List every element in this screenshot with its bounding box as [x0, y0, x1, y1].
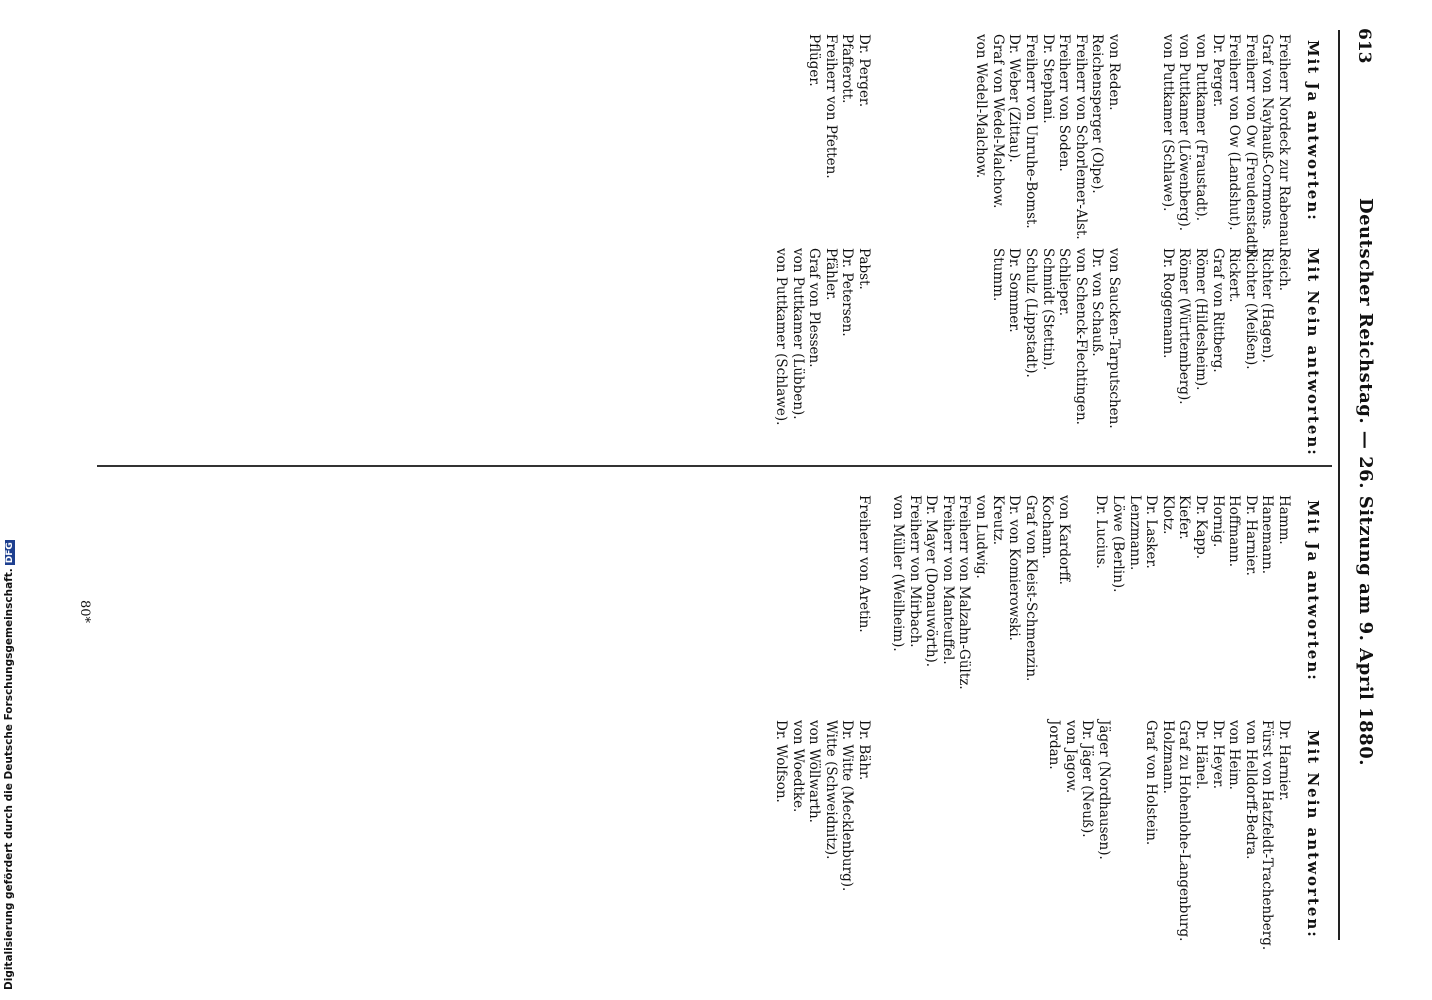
member-name: Richter (Hagen).: [1259, 248, 1276, 363]
member-name: Freiherr von Manteuffel.: [939, 495, 956, 665]
member-name: von Wöllwarth.: [806, 720, 823, 823]
member-name: Dr. Witte (Mecklenburg).: [839, 720, 856, 892]
member-name: Löwe (Berlin).: [1110, 495, 1127, 593]
member-name: Hornig.: [1209, 495, 1226, 548]
member-name: von Wedell-Malchow.: [973, 34, 990, 179]
member-name: Dr. Petersen.: [839, 248, 856, 337]
member-name: von Heim.: [1226, 720, 1243, 790]
page-number: 613: [1354, 28, 1374, 64]
member-name: Schulz (Lippstadt).: [1023, 248, 1040, 378]
member-name: Richter (Meißen).: [1242, 248, 1259, 370]
member-name: Dr. Harnier.: [1276, 720, 1292, 801]
member-name: Graf von Nayhauß-Cormons.: [1259, 34, 1276, 230]
member-name: von Puttkamer (Lübben).: [789, 248, 806, 420]
dfg-logo-icon: DFG: [5, 542, 15, 564]
member-name: von Reden.: [1106, 34, 1122, 111]
member-name: Dr. von Schauß.: [1089, 248, 1106, 357]
member-name: von Puttkamer (Schlawe).: [1159, 34, 1176, 212]
member-name: Dr. von Komierowski.: [1006, 495, 1023, 641]
member-name: Hoffmann.: [1226, 495, 1243, 568]
header-rule: [1338, 30, 1340, 940]
page-title: Deutscher Reichstag. — 26. Sitzung am 9. April 1880.: [1355, 198, 1376, 766]
member-name: Pabst.: [856, 248, 872, 290]
member-name: Freiherr von Mirbach.: [906, 495, 923, 648]
member-name: Freiherr von Aretin.: [856, 495, 872, 633]
member-name: Pfafferott.: [839, 34, 856, 104]
signature-mark: 80*: [77, 600, 92, 624]
member-name: Dr. Stephani.: [1039, 34, 1056, 124]
member-name: Kiefer.: [1176, 495, 1193, 540]
member-name: Dr. Lasker.: [1143, 495, 1160, 569]
column-divider: [97, 465, 1332, 467]
credit-text: Digitalisierung gefördert durch die Deutsche Forschungsgemeinschaft.: [3, 568, 15, 990]
member-name: Dr. Bähr.: [856, 720, 872, 781]
member-name: Stumm.: [989, 248, 1006, 302]
member-name: von Schenck-Flechtingen.: [1072, 248, 1089, 425]
member-name: Jäger (Nordhausen).: [1096, 720, 1112, 860]
member-name: Reichensperger (Olpe).: [1089, 34, 1106, 194]
right-nein-column-2: [1046, 720, 1112, 860]
page-header: [1346, 28, 1382, 936]
member-name: Rickert.: [1226, 248, 1243, 303]
member-name: Kochann.: [1039, 495, 1056, 559]
member-name: Freiherr von Schorlemer-Alst.: [1072, 34, 1089, 240]
right-ja-heading: Mit Ja antworten:: [1304, 500, 1322, 682]
member-name: von Jagow.: [1062, 720, 1079, 794]
member-name: Dr. Wolfson.: [773, 720, 790, 803]
member-name: Holzmann.: [1159, 720, 1176, 794]
digitization-credit: [3, 540, 15, 990]
member-name: Schlieper.: [1056, 248, 1073, 317]
member-name: Dr. Sommer.: [1006, 248, 1023, 333]
right-ja-column-1: [1093, 495, 1292, 592]
left-nein-column-1: [1159, 248, 1292, 405]
member-name: Dr. Harnier.: [1242, 495, 1259, 576]
right-nein-heading: Mit Nein antworten:: [1304, 730, 1322, 939]
member-name: Römer (Württemberg).: [1176, 248, 1193, 405]
lower-column-2: [772, 248, 872, 425]
left-nein-heading: Mit Nein antworten:: [1304, 248, 1322, 457]
member-name: von Saucken-Tarputschen.: [1106, 248, 1122, 429]
member-name: von Kardorff.: [1056, 495, 1072, 585]
member-name: Graf von Holstein.: [1143, 720, 1160, 846]
member-name: Schmidt (Stettin).: [1039, 248, 1056, 371]
member-name: Dr. Lucius.: [1093, 495, 1110, 569]
member-name: Kreutz.: [989, 495, 1006, 546]
member-name: Lenzmann.: [1126, 495, 1143, 571]
member-name: Dr. Perger.: [1209, 34, 1226, 108]
member-name: Dr. Roggemann.: [1159, 248, 1176, 359]
member-name: Graf zu Hohenlohe-Langenburg.: [1176, 720, 1193, 942]
member-name: Pfähler.: [822, 248, 839, 301]
member-name: Jordan.: [1046, 720, 1063, 770]
lower-column-1: [806, 34, 872, 179]
member-name: Reich.: [1276, 248, 1292, 292]
member-name: Graf von Wedel-Malchow.: [989, 34, 1006, 209]
member-name: Hamm.: [1276, 495, 1292, 545]
member-name: Dr. Kapp.: [1193, 495, 1210, 560]
member-name: Dr. Jäger (Neuß).: [1079, 720, 1096, 838]
left-ja-heading: Mit Ja antworten:: [1304, 40, 1322, 222]
member-name: von Puttkamer (Schlawe).: [773, 248, 790, 426]
member-name: Freiherr Nordeck zur Rabenau.: [1276, 34, 1292, 251]
lower-column-4: [772, 720, 872, 891]
member-name: Freiherr von Ow (Landshut).: [1226, 34, 1243, 231]
member-name: Klotz.: [1159, 495, 1176, 535]
member-name: Fürst von Hatzfeldt-Trachenberg.: [1259, 720, 1276, 951]
member-name: Witte (Schweidnitz).: [822, 720, 839, 860]
member-name: von Helldorff-Bedra.: [1242, 720, 1259, 860]
member-name: Graf von Rittberg.: [1209, 248, 1226, 373]
member-name: Graf von Kleist-Schmenzin.: [1022, 495, 1039, 682]
lower-column-3: [855, 495, 872, 633]
member-name: von Puttkamer (Fraustadt).: [1193, 34, 1210, 221]
member-name: Freiherr von Soden.: [1056, 34, 1073, 172]
right-ja-column-2: [889, 495, 1072, 690]
left-ja-column-1: [1159, 34, 1292, 259]
right-nein-column-1: [1143, 720, 1292, 950]
member-name: Römer (Hildesheim).: [1193, 248, 1210, 391]
member-name: Freiherr von Malzahn-Gültz.: [956, 495, 973, 690]
member-name: von Woedtke.: [789, 720, 806, 813]
member-name: Dr. Heyer.: [1209, 720, 1226, 790]
member-name: Dr. Weber (Zittau).: [1006, 34, 1023, 163]
member-name: von Müller (Weilheim).: [890, 495, 907, 652]
member-name: Hanemann.: [1259, 495, 1276, 575]
left-ja-column-2: [973, 34, 1122, 240]
member-name: Freiherr von Ow (Freudenstadt).: [1242, 34, 1259, 259]
member-name: Dr. Mayer (Donauwörth).: [923, 495, 940, 668]
member-name: Freiherr von Pfetten.: [822, 34, 839, 179]
member-name: Pflüger.: [806, 34, 823, 87]
member-name: von Ludwig.: [973, 495, 990, 579]
member-name: Freiherr von Unruhe-Bomst.: [1023, 34, 1040, 229]
left-nein-column-2: [989, 248, 1122, 429]
member-name: Dr. Hänel.: [1193, 720, 1210, 790]
member-name: Graf von Plessen.: [806, 248, 823, 368]
member-name: von Puttkamer (Löwenberg).: [1176, 34, 1193, 232]
member-name: Dr. Perger.: [856, 34, 872, 108]
